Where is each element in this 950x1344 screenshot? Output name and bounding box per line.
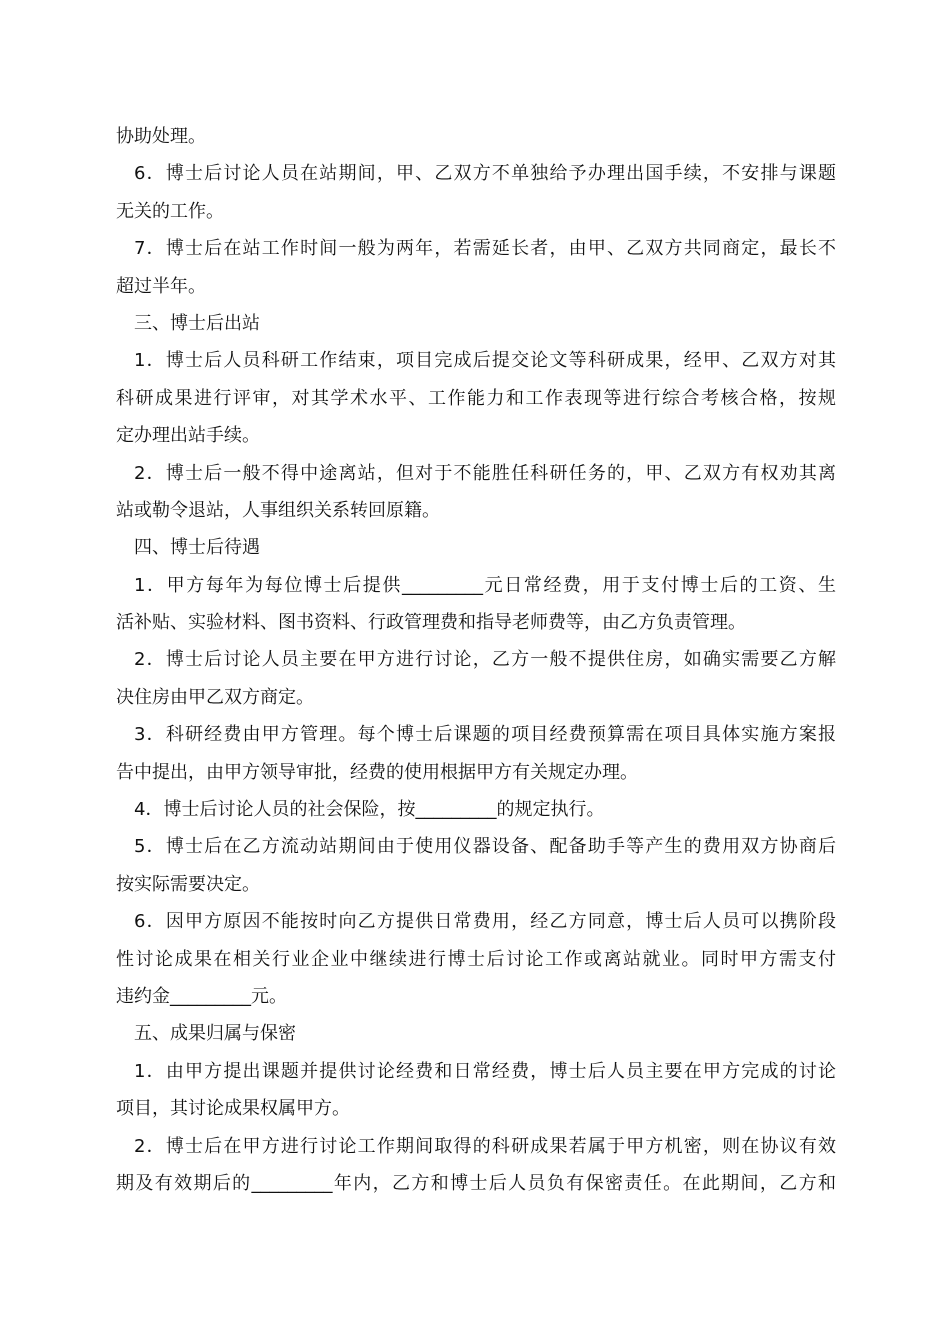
paragraph-line: 项目，其讨论成果权属甲方。: [116, 1098, 350, 1120]
paragraph-line: 3．科研经费由甲方管理。每个博士后课题的项目经费预算需在项目具体实施方案报: [134, 724, 836, 746]
section-heading: 三、博士后出站: [134, 312, 260, 334]
paragraph-line: 1．博士后人员科研工作结束，项目完成后提交论文等科研成果，经甲、乙双方对其: [134, 350, 836, 372]
paragraph-line: 6．博士后讨论人员在站期间，甲、乙双方不单独给予办理出国手续，不安排与课题: [134, 163, 836, 185]
section-heading: 五、成果归属与保密: [134, 1023, 296, 1045]
paragraph-line: 告中提出，由甲方领导审批，经费的使用根据甲方有关规定办理。: [116, 761, 638, 783]
paragraph-line: 定办理出站手续。: [116, 425, 260, 447]
paragraph-line: 4．博士后讨论人员的社会保险，按_________的规定执行。: [134, 799, 605, 821]
paragraph-line: 活补贴、实验材料、图书资料、行政管理费和指导老师费等，由乙方负责管理。: [116, 612, 746, 634]
paragraph-line: 6．因甲方原因不能按时向乙方提供日常费用，经乙方同意，博士后人员可以携阶段: [134, 911, 836, 933]
paragraph-line: 无关的工作。: [116, 200, 224, 222]
section-heading: 四、博士后待遇: [134, 537, 260, 559]
paragraph-line: 协助处理。: [116, 126, 206, 147]
paragraph-line: 科研成果进行评审，对其学术水平、工作能力和工作表现等进行综合考核合格，按规: [116, 387, 836, 409]
paragraph-line: 决住房由甲乙双方商定。: [116, 686, 314, 708]
document-body: [116, 118, 836, 1202]
paragraph-line: 2．博士后在甲方进行讨论工作期间取得的科研成果若属于甲方机密，则在协议有效: [134, 1135, 836, 1157]
paragraph-line: 1．甲方每年为每位博士后提供_________元日常经费，用于支付博士后的工资、生: [134, 574, 836, 596]
paragraph-line: 站或勒令退站，人事组织关系转回原籍。: [116, 499, 440, 521]
paragraph-line: 2．博士后一般不得中途离站，但对于不能胜任科研任务的，甲、乙双方有权劝其离: [134, 462, 836, 484]
paragraph-line: 性讨论成果在相关行业企业中继续进行博士后讨论工作或离站就业。同时甲方需支付: [116, 948, 836, 970]
paragraph-line: 期及有效期后的_________年内，乙方和博士后人员负有保密责任。在此期间，乙方和: [116, 1172, 836, 1194]
paragraph-line: 按实际需要决定。: [116, 873, 260, 895]
paragraph-line: 5．博士后在乙方流动站期间由于使用仪器设备、配备助手等产生的费用双方协商后: [134, 836, 836, 858]
paragraph-line: 2．博士后讨论人员主要在甲方进行讨论，乙方一般不提供住房，如确实需要乙方解: [134, 649, 836, 671]
paragraph-line: 超过半年。: [116, 275, 206, 297]
paragraph-line: 1．由甲方提出课题并提供讨论经费和日常经费，博士后人员主要在甲方完成的讨论: [134, 1060, 836, 1082]
paragraph-line: 7．博士后在站工作时间一般为两年，若需延长者，由甲、乙双方共同商定，最长不: [134, 238, 836, 260]
paragraph-line: 违约金_________元。: [116, 985, 287, 1007]
